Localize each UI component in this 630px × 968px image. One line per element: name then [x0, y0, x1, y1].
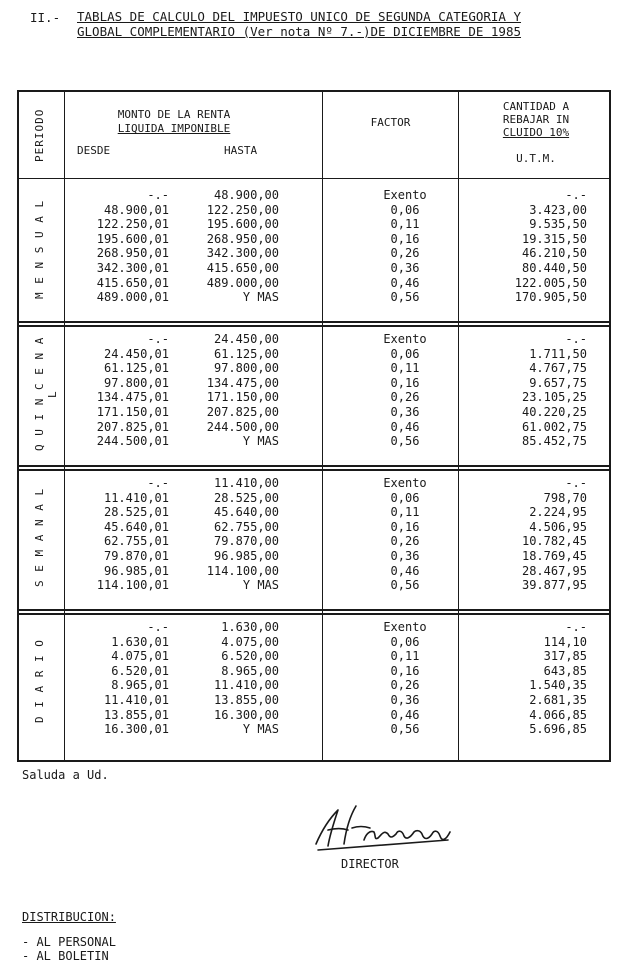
cell-desde: 207.825,01: [96, 419, 169, 434]
cell-hasta: 489.000,00: [206, 275, 279, 290]
cell-cantidad: -.-: [565, 620, 587, 634]
cell-hasta: Y MAS: [242, 434, 279, 449]
cell-hasta: 244.500,00: [206, 419, 279, 434]
cell-factor: 0,16: [390, 231, 420, 246]
cell-hasta: 122.250,00: [206, 202, 279, 217]
cell-cantidad: -.-: [565, 332, 587, 346]
table-row: [19, 217, 609, 232]
section-divider: [19, 609, 609, 615]
header-cantidad-unit: U.T.M.: [516, 152, 556, 165]
cell-hasta: 8.965,00: [221, 663, 279, 678]
cell-desde: 415.650,01: [96, 275, 169, 290]
cell-factor: 0,56: [390, 578, 420, 593]
cell-desde: 13.855,01: [103, 707, 169, 722]
cell-cantidad: 798,70: [543, 490, 587, 505]
cell-hasta: 61.125,00: [213, 346, 279, 361]
cell-desde: -.-: [147, 476, 169, 490]
cell-factor: 0,16: [390, 375, 420, 390]
cell-cantidad: 19.315,50: [521, 231, 587, 246]
cell-factor: 0,11: [390, 505, 420, 520]
cell-desde: 342.300,01: [96, 261, 169, 275]
table-row: [19, 678, 609, 693]
cell-cantidad: 9.535,50: [529, 217, 587, 232]
cell-desde: 8.965,01: [111, 678, 169, 693]
cell-hasta: 45.640,00: [213, 505, 279, 520]
cell-hasta: 268.950,00: [206, 231, 279, 246]
table-row: [19, 347, 609, 362]
cell-desde: 114.100,01: [96, 578, 169, 593]
table-row: [19, 361, 609, 376]
table-row: [19, 232, 609, 247]
table-row: [19, 491, 609, 506]
table-row: [19, 505, 609, 520]
cell-desde: 489.000,01: [96, 290, 169, 305]
cell-desde: 45.640,01: [103, 519, 169, 534]
closing-greeting: Saluda a Ud.: [22, 768, 109, 782]
cell-hasta: Y MAS: [242, 290, 279, 305]
cell-factor: 0,26: [390, 678, 420, 693]
header-monto-line1: MONTO DE LA RENTA: [117, 108, 231, 121]
cell-factor: 0,36: [390, 549, 420, 563]
cell-factor: 0,46: [390, 707, 420, 722]
cell-cantidad: 23.105,25: [521, 390, 587, 405]
table-row: [19, 290, 609, 305]
cell-hasta: 171.150,00: [206, 390, 279, 405]
period-label-mensual: M E N S U A L: [33, 199, 46, 299]
header-hasta: HASTA: [224, 144, 258, 157]
tax-table: [17, 90, 611, 762]
cell-desde: 96.985,01: [103, 563, 169, 578]
section-number: II.-: [30, 10, 61, 25]
cell-factor: 0,26: [390, 390, 420, 405]
cell-desde: 134.475,01: [96, 390, 169, 405]
cell-factor: 0,16: [390, 519, 420, 534]
cell-factor: 0,36: [390, 261, 420, 275]
distribution-heading: DISTRIBUCION:: [22, 910, 116, 924]
table-row: [19, 693, 609, 708]
cell-cantidad: 85.452,75: [521, 434, 587, 449]
cell-factor: 0,11: [390, 361, 420, 376]
cell-factor: 0,06: [390, 634, 420, 649]
document-title-line1: TABLAS DE CALCULO DEL IMPUESTO UNICO DE SEGUNDA CATEGORIA Y: [77, 9, 522, 24]
distribution-item: - AL BOLETIN: [22, 949, 109, 963]
table-row: [19, 549, 609, 564]
cell-desde: 195.600,01: [96, 231, 169, 246]
header-factor: FACTOR: [370, 116, 411, 129]
cell-factor: 0,26: [390, 534, 420, 549]
cell-desde: 268.950,01: [96, 246, 169, 261]
header-cantidad-line1: CANTIDAD A: [502, 100, 570, 113]
cell-cantidad: 5.696,85: [529, 722, 587, 737]
header-periodo: PERIODO: [33, 108, 46, 162]
table-row: [19, 434, 609, 449]
cell-desde: 11.410,01: [103, 490, 169, 505]
cell-hasta: 13.855,00: [213, 693, 279, 707]
cell-factor: 0,56: [390, 434, 420, 449]
document-title-line2: GLOBAL COMPLEMENTARIO (Ver nota Nº 7.-)DE DICIEMBRE DE 1985: [77, 24, 522, 39]
cell-desde: 79.870,01: [103, 549, 169, 563]
section-divider: [19, 321, 609, 327]
table-row: [19, 203, 609, 218]
cell-cantidad: 39.877,95: [521, 578, 587, 593]
cell-desde: -.-: [147, 332, 169, 346]
period-label-semanal: S E M A N A L: [33, 487, 46, 587]
cell-hasta: 24.450,00: [213, 332, 279, 346]
cell-desde: 62.755,01: [103, 534, 169, 549]
cell-cantidad: 80.440,50: [521, 261, 587, 275]
table-row: [19, 390, 609, 405]
header-monto-line2: LIQUIDA IMPONIBLE: [117, 122, 231, 135]
cell-cantidad: 170.905,50: [514, 290, 587, 305]
cell-factor: 0,36: [390, 405, 420, 419]
period-label-quincenal: Q U I N C E N A L: [33, 336, 59, 452]
cell-hasta: 96.985,00: [213, 549, 279, 563]
table-row: [19, 520, 609, 535]
cell-desde: 122.250,01: [96, 217, 169, 232]
cell-factor: 0,06: [390, 346, 420, 361]
cell-cantidad: 2.224,95: [529, 505, 587, 520]
table-row: [19, 420, 609, 435]
cell-factor: Exento: [383, 476, 427, 490]
table-row: [19, 188, 609, 203]
cell-cantidad: 28.467,95: [521, 563, 587, 578]
cell-desde: 1.630,01: [111, 634, 169, 649]
cell-cantidad: 3.423,00: [529, 202, 587, 217]
table-row: [19, 664, 609, 679]
cell-cantidad: 1.711,50: [529, 346, 587, 361]
cell-desde: 28.525,01: [103, 505, 169, 520]
cell-hasta: 195.600,00: [206, 217, 279, 232]
cell-cantidad: 4.767,75: [529, 361, 587, 376]
cell-cantidad: 2.681,35: [529, 693, 587, 707]
cell-hasta: 16.300,00: [213, 707, 279, 722]
cell-cantidad: 9.657,75: [529, 375, 587, 390]
cell-hasta: Y MAS: [242, 722, 279, 737]
cell-factor: 0,46: [390, 275, 420, 290]
cell-desde: 24.450,01: [103, 346, 169, 361]
cell-cantidad: 643,85: [543, 663, 587, 678]
cell-hasta: 415.650,00: [206, 261, 279, 275]
cell-hasta: 6.520,00: [221, 649, 279, 664]
cell-factor: Exento: [383, 188, 427, 202]
period-label-diario: D I A R I O: [33, 639, 46, 723]
cell-desde: 16.300,01: [103, 722, 169, 737]
cell-factor: 0,06: [390, 202, 420, 217]
cell-hasta: 28.525,00: [213, 490, 279, 505]
cell-cantidad: 1.540,35: [529, 678, 587, 693]
table-row: [19, 722, 609, 737]
header-cantidad-line2: REBAJAR IN: [502, 113, 570, 126]
director-title: DIRECTOR: [341, 857, 399, 871]
cell-cantidad: 317,85: [543, 649, 587, 664]
cell-hasta: 4.075,00: [221, 634, 279, 649]
cell-factor: 0,16: [390, 663, 420, 678]
table-row: [19, 261, 609, 276]
cell-cantidad: -.-: [565, 188, 587, 202]
cell-hasta: 79.870,00: [213, 534, 279, 549]
table-row: [19, 276, 609, 291]
cell-cantidad: 40.220,25: [521, 405, 587, 419]
cell-cantidad: 10.782,45: [521, 534, 587, 549]
cell-cantidad: 4.066,85: [529, 707, 587, 722]
table-row: [19, 708, 609, 723]
cell-desde: 4.075,01: [111, 649, 169, 664]
header-cantidad-line3: CLUIDO 10%: [502, 126, 570, 139]
table-row: [19, 649, 609, 664]
cell-desde: 11.410,01: [103, 693, 169, 707]
cell-factor: 0,46: [390, 419, 420, 434]
table-row: [19, 620, 609, 635]
table-row: [19, 332, 609, 347]
cell-cantidad: 61.002,75: [521, 419, 587, 434]
cell-hasta: 11.410,00: [213, 476, 279, 490]
cell-factor: 0,56: [390, 290, 420, 305]
cell-hasta: 114.100,00: [206, 563, 279, 578]
table-row: [19, 578, 609, 593]
cell-factor: Exento: [383, 620, 427, 634]
cell-desde: 61.125,01: [103, 361, 169, 376]
cell-hasta: 48.900,00: [213, 188, 279, 202]
cell-cantidad: 114,10: [543, 634, 587, 649]
cell-hasta: 207.825,00: [206, 405, 279, 419]
cell-cantidad: 122.005,50: [514, 275, 587, 290]
cell-cantidad: 46.210,50: [521, 246, 587, 261]
director-signature: [308, 800, 458, 858]
cell-desde: 244.500,01: [96, 434, 169, 449]
header-desde: DESDE: [77, 144, 111, 157]
cell-hasta: 342.300,00: [206, 246, 279, 261]
cell-desde: 171.150,01: [96, 405, 169, 419]
table-row: [19, 564, 609, 579]
cell-factor: 0,26: [390, 246, 420, 261]
header-divider: [19, 178, 609, 179]
cell-cantidad: 4.506,95: [529, 519, 587, 534]
cell-desde: 48.900,01: [103, 202, 169, 217]
table-row: [19, 405, 609, 420]
cell-hasta: 97.800,00: [213, 361, 279, 376]
cell-desde: 6.520,01: [111, 663, 169, 678]
cell-factor: 0,11: [390, 217, 420, 232]
table-row: [19, 534, 609, 549]
table-row: [19, 376, 609, 391]
distribution-item: - AL PERSONAL: [22, 935, 116, 949]
cell-cantidad: -.-: [565, 476, 587, 490]
table-row: [19, 635, 609, 650]
cell-hasta: 11.410,00: [213, 678, 279, 693]
cell-hasta: 1.630,00: [221, 620, 279, 634]
cell-factor: 0,46: [390, 563, 420, 578]
cell-factor: 0,11: [390, 649, 420, 664]
table-row: [19, 246, 609, 261]
section-divider: [19, 465, 609, 471]
cell-factor: 0,56: [390, 722, 420, 737]
table-row: [19, 476, 609, 491]
cell-desde: 97.800,01: [103, 375, 169, 390]
cell-desde: -.-: [147, 188, 169, 202]
cell-hasta: 134.475,00: [206, 375, 279, 390]
cell-hasta: Y MAS: [242, 578, 279, 593]
cell-hasta: 62.755,00: [213, 519, 279, 534]
cell-factor: 0,06: [390, 490, 420, 505]
cell-factor: Exento: [383, 332, 427, 346]
cell-desde: -.-: [147, 620, 169, 634]
cell-cantidad: 18.769,45: [521, 549, 587, 563]
cell-factor: 0,36: [390, 693, 420, 707]
